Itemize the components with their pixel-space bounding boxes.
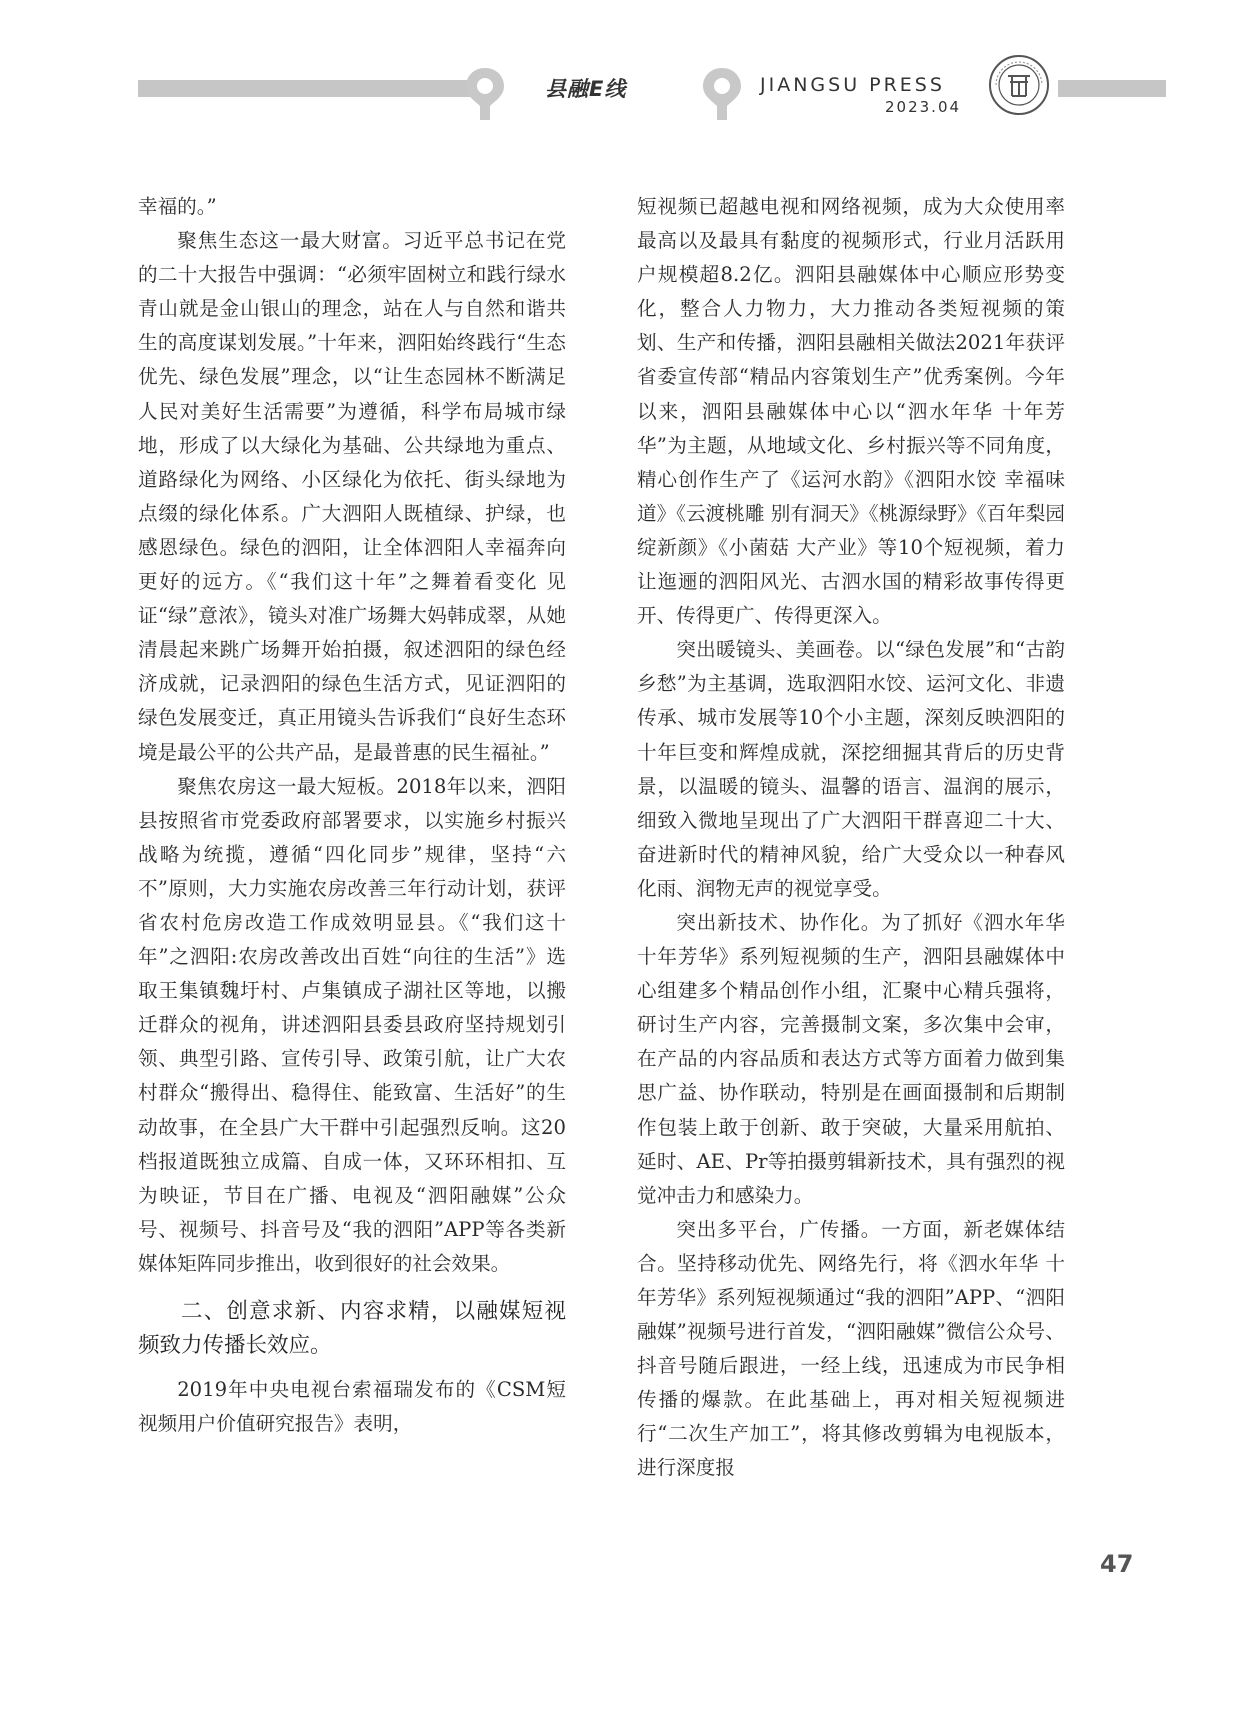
header-rule-left [138, 80, 483, 97]
location-pin-icon [463, 66, 507, 122]
paragraph: 聚焦农房这一最大短板。2018年以来，泗阳县按照省市党委政府部署要求，以实施乡村振兴战略为统揽，遵循“四化同步”规律，坚持“六不”原则，大力实施农房改善三年行动计划，获评省农村危房改造工作成效明显县。《“我们这十年”之泗阳:农房改善改出百姓“向往的生活”》选取王集镇魏圩村、卢集镇成子湖社区等地，以搬迁群众的视角，讲述泗阳县委县政府坚持规划引领、典型引路、宣传引导、政策引航，让广大农村群众“搬得出、稳得住、能致富、生活好”的生动故事，在全县广大干群中引起强烈反响。这20档报道既独立成篇、自成一体，又环环相扣、互为映证，节目在广播、电视及“泗阳融媒”公众号、视频号、抖音号及“我的泗阳”APP等各类新媒体矩阵同步推出，收到很好的社会效果。 [138, 774, 566, 1275]
paragraph: 突出暖镜头、美画卷。以“绿色发展”和“古韵乡愁”为主基调，选取泗阳水饺、运河文化、非遗传承、城市发展等10个小主题，深刻反映泗阳的十年巨变和辉煌成就，深挖细掘其背后的历史背景，以温暖的镜头、温馨的语言、温润的展示，细致入微地呈现出了广大泗阳干群喜迎二十大、奋进新时代的精神风貌，给广大受众以一种春风化雨、润物无声的视觉享受。 [637, 638, 1065, 900]
paragraph: 聚焦生态这一最大财富。习近平总书记在党的二十大报告中强调：“必须牢固树立和践行绿水青山就是金山银山的理念，站在人与自然和谐共生的高度谋划发展。”十年来，泗阳始终践行“生态优先、绿色发展”理念，以“让生态园林不断满足人民对美好生活需要”为遵循，科学布局城市绿地，形成了以大绿化为基础、公共绿地为重点、道路绿化为网络、小区绿化为依托、街头绿地为点缀的绿化体系。广大泗阳人既植绿、护绿，也感恩绿色。绿色的泗阳，让全体泗阳人幸福奔向更好的远方。《“我们这十年”之舞着看变化 见证“绿”意浓》，镜头对准广场舞大妈韩成翠，从她清晨起来跳广场舞开始拍摄，叙述泗阳的绿色经济成就，记录泗阳的绿色生活方式，见证泗阳的绿色发展变迁，真正用镜头告诉我们“良好生态环境是最公平的公共产品，是最普惠的民生福祉。” [138, 229, 566, 764]
right-column [637, 190, 1065, 1486]
paragraph: 短视频已超越电视和网络视频，成为大众使用率最高以及最具有黏度的视频形式，行业月活跃用户规模超8.2亿。泗阳县融媒体中心顺应形势变化，整合人力物力，大力推动各类短视频的策划、生产和传播，泗阳县融相关做法2021年获评省委宣传部“精品内容策划生产”优秀案例。今年以来，泗阳县融媒体中心以“泗水年华 十年芳华”为主题，从地域文化、乡村振兴等不同角度，精心创作生产了《运河水韵》《泗阳水饺 幸福味道》《云渡桃雕 别有洞天》《桃源绿野》《百年梨园绽新颜》《小菌菇 大产业》等10个短视频，着力让迤逦的泗阳风光、古泗水国的精彩故事传得更开、传得更广、传得更深入。 [637, 195, 1065, 628]
section-heading: 二、创意求新、内容求精，以融媒短视频致力传播长效应。 [138, 1299, 566, 1358]
page-number: 47 [1100, 1550, 1134, 1578]
publication-issue: 2023.04 [885, 98, 962, 116]
paragraph: 突出新技术、协作化。为了抓好《泗水年华 十年芳华》系列短视频的生产，泗阳县融媒体中心组建多个精品创作小组，汇聚中心精兵强将，研讨生产内容，完善摄制文案，多次集中会审，在产品的内容品质和表达方式等方面着力做到集思广益、协作联动，特别是在画面摄制和后期制作包装上敢于创新、敢于突破，大量采用航拍、延时、AE、Pr等拍摄剪辑新技术，具有强烈的视觉冲击力和感染力。 [637, 910, 1065, 1207]
paragraph: 幸福的。” [138, 195, 217, 218]
left-column [138, 190, 566, 1441]
publication-name: JIANGSU PRESS [760, 74, 945, 96]
paragraph: 突出多平台，广传播。一方面，新老媒体结合。坚持移动优先、网络先行，将《泗水年华 十年芳华》系列短视频通过“我的泗阳”APP、“泗阳融媒”视频号进行首发，“泗阳融媒”微信公众号、抖音号随后跟进，一经上线，迅速成为市民争相传播的爆款。在此基础上，再对相关短视频进行“二次生产加工”，将其修改剪辑为电视版本，进行深度报 [637, 1217, 1065, 1480]
location-pin-icon [700, 66, 744, 122]
paragraph: 2019年中央电视台索福瑞发布的《CSM短视频用户价值研究报告》表明， [138, 1378, 566, 1436]
press-seal-logo [988, 54, 1050, 116]
header-rule-right [1058, 80, 1166, 97]
section-title: 县融E线 [545, 77, 627, 101]
